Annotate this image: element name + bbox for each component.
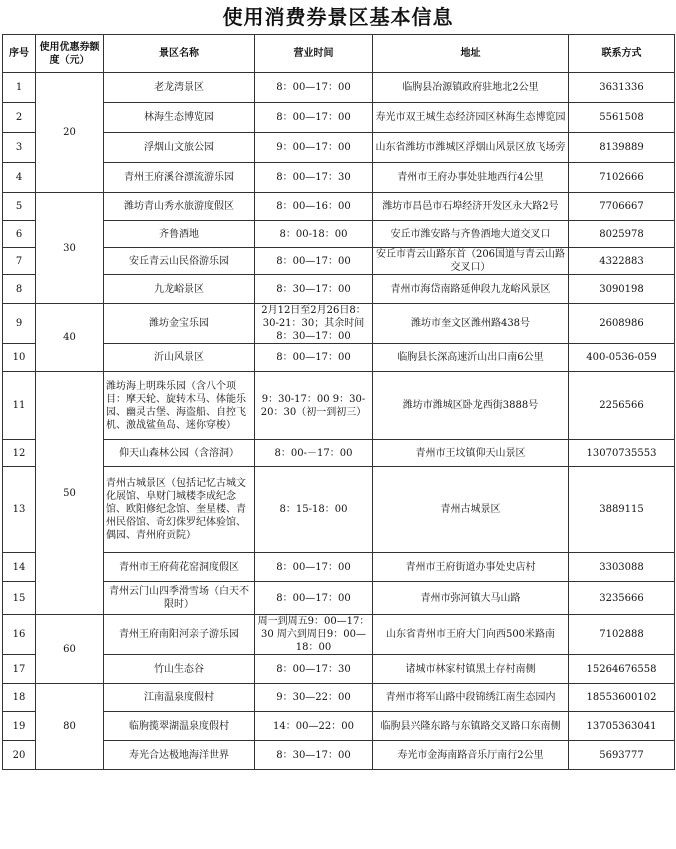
business-hours: 8：00—17：00 <box>255 248 373 275</box>
row-number: 12 <box>3 440 36 467</box>
table-row <box>3 553 675 582</box>
header-address: 地址 <box>373 35 569 73</box>
address: 安丘市青云山路东首（206国道与青云山路交叉口） <box>373 248 569 275</box>
business-hours: 8：30—17：00 <box>255 741 373 770</box>
row-number: 19 <box>3 712 36 741</box>
scenic-name: 青州王府溪谷漂流游乐园 <box>104 163 255 193</box>
phone: 4322883 <box>569 248 675 275</box>
table-row <box>3 275 675 304</box>
scenic-name: 林海生态博览园 <box>104 103 255 133</box>
business-hours: 8：00—16：00 <box>255 193 373 221</box>
phone: 8139889 <box>569 133 675 163</box>
scenic-name: 齐鲁酒地 <box>104 221 255 248</box>
header-phone: 联系方式 <box>569 35 675 73</box>
row-number: 15 <box>3 582 36 615</box>
scenic-name: 浮烟山文旅公园 <box>104 133 255 163</box>
address: 青州市弥河镇大马山路 <box>373 582 569 615</box>
scenic-name: 青州市王府荷花窑洞度假区 <box>104 553 255 582</box>
address: 青州市将军山路中段锦绣江南生态园内 <box>373 684 569 712</box>
phone: 3303088 <box>569 553 675 582</box>
row-number: 5 <box>3 193 36 221</box>
header-name: 景区名称 <box>104 35 255 73</box>
coupon-amount: 50 <box>36 372 104 615</box>
address: 青州市王府街道办事处史店村 <box>373 553 569 582</box>
address: 临朐县兴隆东路与东镇路交叉路口东南侧 <box>373 712 569 741</box>
phone: 3631336 <box>569 73 675 103</box>
scenic-name: 潍坊海上明珠乐园（含八个项目：摩天轮、旋转木马、体能乐园、幽灵古堡、海盗船、自控飞机、激战鲨鱼岛、迷你穿梭） <box>104 372 255 440</box>
phone: 3090198 <box>569 275 675 304</box>
business-hours: 8：00—17：30 <box>255 655 373 684</box>
business-hours: 8：00-18：00 <box>255 221 373 248</box>
business-hours: 14：00—22：00 <box>255 712 373 741</box>
coupon-amount: 40 <box>36 304 104 372</box>
header-no: 序号 <box>3 35 36 73</box>
scenic-name: 竹山生态谷 <box>104 655 255 684</box>
table-row <box>3 467 675 553</box>
address: 临朐县长深高速沂山出口南6公里 <box>373 344 569 372</box>
table-header-row <box>3 35 675 73</box>
row-number: 17 <box>3 655 36 684</box>
row-number: 14 <box>3 553 36 582</box>
phone: 5693777 <box>569 741 675 770</box>
phone: 2608986 <box>569 304 675 344</box>
business-hours: 2月12日至2月26日8：30-21：30；其余时间8：30—17：00 <box>255 304 373 344</box>
address: 山东省潍坊市潍城区浮烟山风景区放飞场旁 <box>373 133 569 163</box>
coupon-amount: 60 <box>36 615 104 684</box>
scenic-name: 九龙峪景区 <box>104 275 255 304</box>
header-hours: 营业时间 <box>255 35 373 73</box>
phone: 7102888 <box>569 615 675 655</box>
scenic-name: 潍坊青山秀水旅游度假区 <box>104 193 255 221</box>
business-hours: 8：00-－17：00 <box>255 440 373 467</box>
table-row <box>3 440 675 467</box>
phone: 3235666 <box>569 582 675 615</box>
table-row <box>3 344 675 372</box>
row-number: 20 <box>3 741 36 770</box>
table-row <box>3 372 675 440</box>
row-number: 2 <box>3 103 36 133</box>
row-number: 8 <box>3 275 36 304</box>
scenic-name: 江南温泉度假村 <box>104 684 255 712</box>
address: 潍坊市潍城区卧龙西街3888号 <box>373 372 569 440</box>
table-row <box>3 73 675 103</box>
address: 青州市王坟镇仰天山景区 <box>373 440 569 467</box>
business-hours: 周一到周五9：00—17：30 周六到周日9：00—18：00 <box>255 615 373 655</box>
address: 临朐县冶源镇政府驻地北2公里 <box>373 73 569 103</box>
coupon-amount: 80 <box>36 684 104 770</box>
address: 青州市海岱南路延伸段九龙峪风景区 <box>373 275 569 304</box>
address: 潍坊市奎文区潍州路438号 <box>373 304 569 344</box>
address: 寿光市金海南路音乐厅南行2公里 <box>373 741 569 770</box>
row-number: 6 <box>3 221 36 248</box>
table-row <box>3 248 675 275</box>
business-hours: 8：00—17：00 <box>255 103 373 133</box>
phone: 2256566 <box>569 372 675 440</box>
table-row <box>3 741 675 770</box>
scenic-name: 安丘青云山民俗游乐园 <box>104 248 255 275</box>
coupon-amount: 20 <box>36 73 104 193</box>
page-title: 使用消费券景区基本信息 <box>222 5 454 29</box>
row-number: 9 <box>3 304 36 344</box>
table-row <box>3 193 675 221</box>
business-hours: 8：15-18：00 <box>255 467 373 553</box>
coupon-amount: 30 <box>36 193 104 304</box>
table-row <box>3 103 675 133</box>
table-row <box>3 221 675 248</box>
row-number: 3 <box>3 133 36 163</box>
row-number: 10 <box>3 344 36 372</box>
phone: 18553600102 <box>569 684 675 712</box>
phone: 8025978 <box>569 221 675 248</box>
phone: 13705363041 <box>569 712 675 741</box>
address: 诸城市林家村镇黑土存村南侧 <box>373 655 569 684</box>
phone: 400-0536-059 <box>569 344 675 372</box>
address: 寿光市双王城生态经济园区林海生态博览园 <box>373 103 569 133</box>
row-number: 4 <box>3 163 36 193</box>
scenic-name: 青州云门山四季滑雪场（白天不限时） <box>104 582 255 615</box>
phone: 7706667 <box>569 193 675 221</box>
business-hours: 9：30-17：00 9：30-20：30（初一到初三） <box>255 372 373 440</box>
scenic-name: 青州王府南阳河亲子游乐园 <box>104 615 255 655</box>
scenic-name: 仰天山森林公园（含溶洞） <box>104 440 255 467</box>
row-number: 13 <box>3 467 36 553</box>
table-row <box>3 684 675 712</box>
business-hours: 9：30—22：00 <box>255 684 373 712</box>
table-row <box>3 163 675 193</box>
scenic-info-table <box>2 34 675 770</box>
business-hours: 8：00—17：00 <box>255 73 373 103</box>
table-row <box>3 712 675 741</box>
row-number: 18 <box>3 684 36 712</box>
scenic-name: 寿光合达极地海洋世界 <box>104 741 255 770</box>
scenic-name: 老龙湾景区 <box>104 73 255 103</box>
business-hours: 8：30—17：00 <box>255 275 373 304</box>
address: 青州市王府办事处驻地西行4公里 <box>373 163 569 193</box>
address: 青州古城景区 <box>373 467 569 553</box>
business-hours: 8：00—17：00 <box>255 344 373 372</box>
row-number: 11 <box>3 372 36 440</box>
table-row <box>3 615 675 655</box>
table-row <box>3 655 675 684</box>
scenic-name: 临朐揽翠湖温泉度假村 <box>104 712 255 741</box>
business-hours: 8：00—17：00 <box>255 582 373 615</box>
scenic-name: 沂山风景区 <box>104 344 255 372</box>
scenic-name: 青州古城景区（包括记忆古城文化展馆、阜财门城楼李成纪念馆、欧阳修纪念馆、奎星楼、青州民俗馆、奇幻侏罗纪体验馆、偶园、青州府贡院） <box>104 467 255 553</box>
phone: 15264676558 <box>569 655 675 684</box>
table-row <box>3 304 675 344</box>
phone: 3889115 <box>569 467 675 553</box>
header-amount: 使用优惠券额度（元） <box>36 35 104 73</box>
table-row <box>3 582 675 615</box>
business-hours: 9：00—17：00 <box>255 133 373 163</box>
phone: 13070735553 <box>569 440 675 467</box>
phone: 7102666 <box>569 163 675 193</box>
address: 山东省青州市王府大门向西500米路南 <box>373 615 569 655</box>
row-number: 1 <box>3 73 36 103</box>
business-hours: 8：00—17：00 <box>255 553 373 582</box>
row-number: 16 <box>3 615 36 655</box>
phone: 5561508 <box>569 103 675 133</box>
address: 潍坊市昌邑市石埠经济开发区永大路2号 <box>373 193 569 221</box>
scenic-name: 潍坊金宝乐园 <box>104 304 255 344</box>
address: 安丘市潍安路与齐鲁酒地大道交叉口 <box>373 221 569 248</box>
row-number: 7 <box>3 248 36 275</box>
table-row <box>3 133 675 163</box>
business-hours: 8：00—17：30 <box>255 163 373 193</box>
